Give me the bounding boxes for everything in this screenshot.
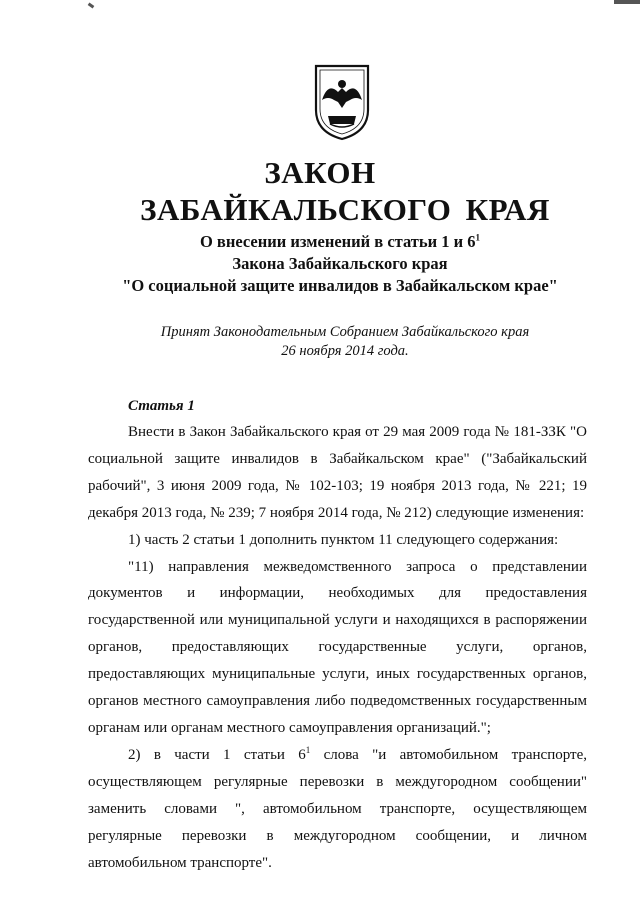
paragraph: Внести в Закон Забайкальского края от 29 мая 2009 года № 181-ЗЗК "О социальной защите инвалидов в Забайкальском крае" ("Забайкальский рабочий", 3 июня 2009 года, № 102-103; 19 ноября 2013 года, № 221; 19 декабря 2013 года, № 239; 7 ноября 2014 года, № 212) следующие изменения: [88,424,587,521]
article-body [88,419,587,876]
coat-of-arms-icon [312,62,372,142]
law-subtitle-line1: О внесении изменений в статьи 1 и $6^1$ [199,232,481,251]
adoption-date: 26 ноября 2014 года. [281,343,409,359]
paragraph: "11) направления межведомственного запроса о представлении документов и информации, необходимых для предоставления государственной или муниципальной услуги и находящихся в распоряжении органов, предоставляющих государственные услуги, органов, предоставляющих муниципальные услуги, иных государственных органов, органов местного самоуправления либо подведомственных государственным органам или органам местного самоуправления организаций."; [88,558,587,736]
law-subtitle-line2: Закона Забайкальского края [232,254,448,273]
paragraph: 1) часть 2 статьи 1 дополнить пунктом 11 следующего содержания: [128,531,559,548]
law-heading: ЗАКОН [264,155,376,190]
adoption-note: Принят Законодательным Собранием Забайкальского края [160,324,530,340]
scan-mark [88,3,95,9]
law-region-heading: ЗАБАЙКАЛЬСКОГО КРАЯ [140,192,550,227]
article-title: Статья 1 [128,398,195,414]
law-subtitle-line3: "О социальной защите инвалидов в Забайкальском крае" [122,276,558,295]
paragraph: 2) в части 1 статьи $6^1$ слова "и автомобильном транспорте, осуществляющем регулярные перевозки в междугородном сообщении" заменить словами ", автомобильном транспорте, осуществляющем регулярные перевозки в междугородном сообщении, и личном автомобильном транспорте". [88,744,588,871]
scan-mark [614,0,640,4]
